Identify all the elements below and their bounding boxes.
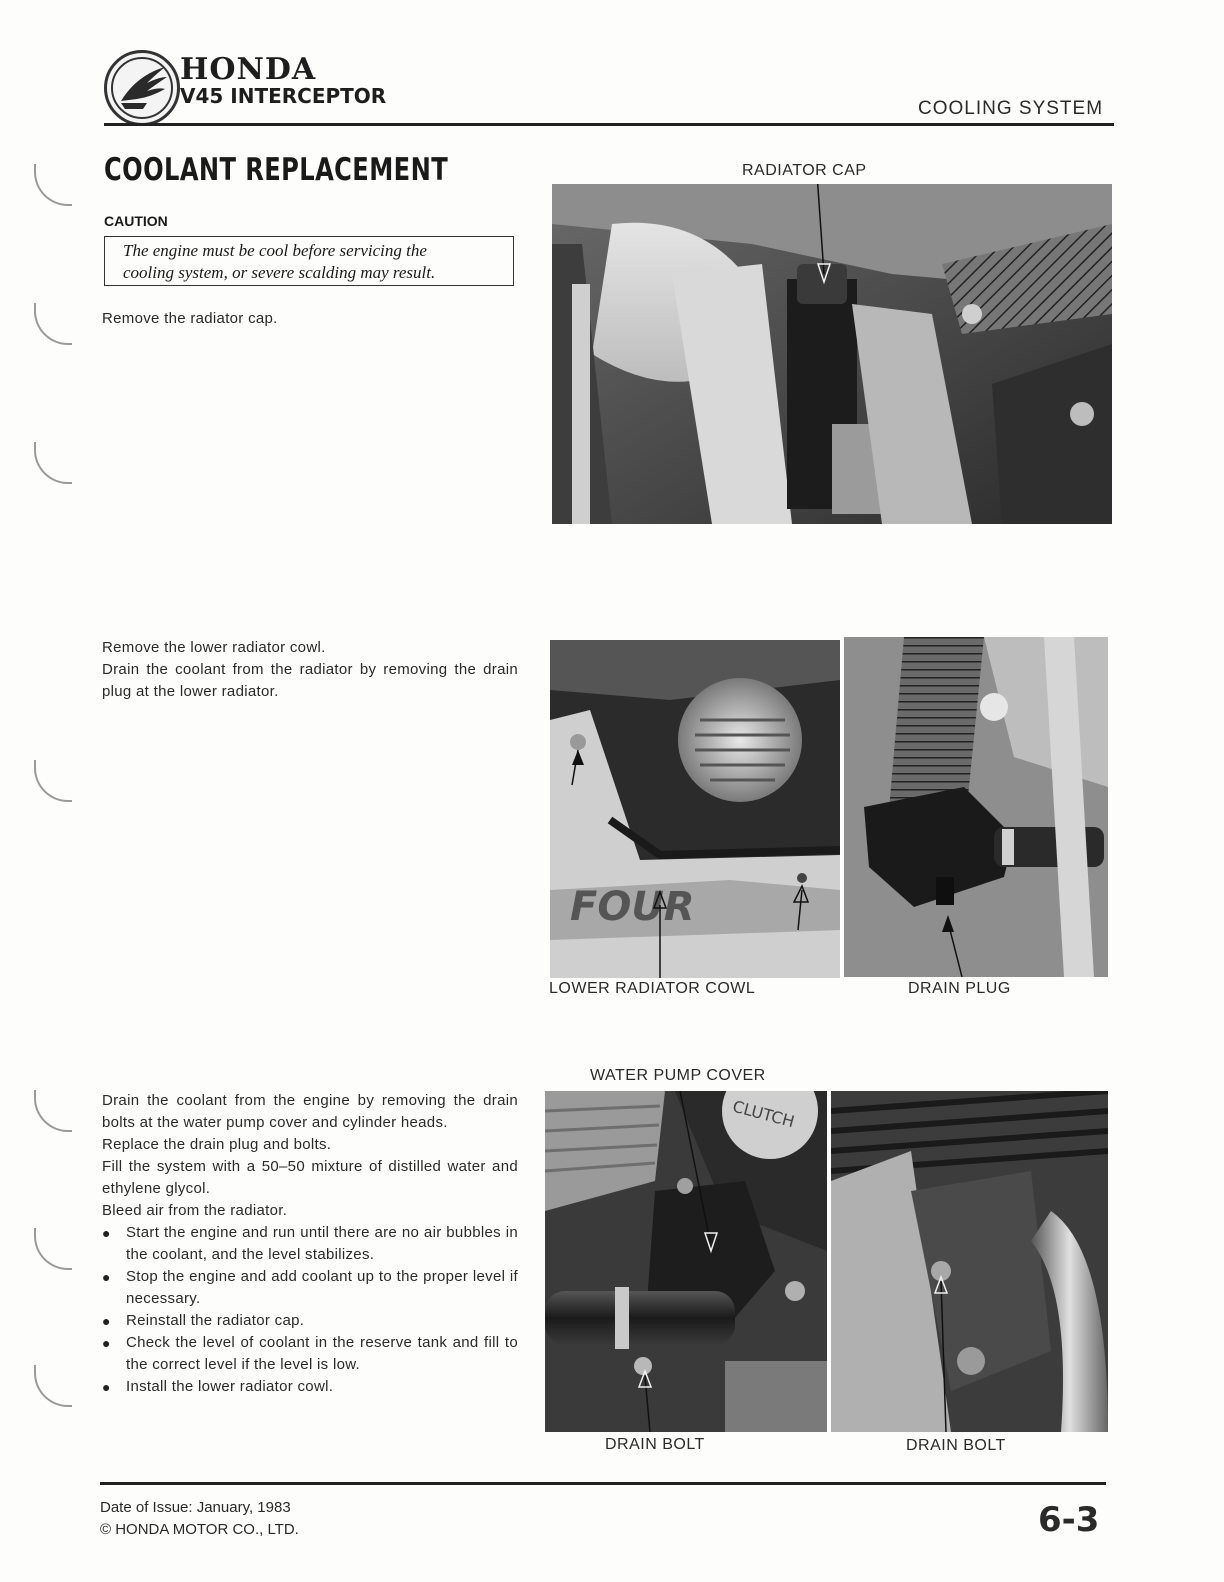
drain-plug-callout: DRAIN PLUG: [908, 980, 1011, 997]
step3-text: [102, 1090, 518, 1398]
brand-name: HONDA: [180, 52, 317, 87]
water-pump-cover-callout: WATER PUMP COVER: [590, 1067, 766, 1084]
svg-text:FOUR: FOUR: [570, 884, 695, 930]
binder-hole: [34, 1228, 72, 1270]
honda-wing-logo-icon: [104, 50, 180, 126]
lower-cowl-photo: [550, 640, 840, 978]
caution-text-line1: The engine must be cool before servicing the: [123, 241, 427, 260]
step3-para1: Drain the coolant from the engine by removing the drain bolts at the water pump cover and cylinder heads.: [102, 1092, 518, 1131]
list-item: ● Start the engine and run until there are no air bubbles in the coolant, and the level stabilizes.: [102, 1222, 518, 1266]
footer-info: [100, 1497, 299, 1541]
caution-box: [104, 236, 514, 286]
radiator-cap-photo: [552, 184, 1112, 524]
step1-text: Remove the radiator cap.: [102, 310, 278, 327]
step2-text: [102, 637, 518, 703]
copyright: © HONDA MOTOR CO., LTD.: [100, 1521, 299, 1538]
issue-date: Date of Issue: January, 1983: [100, 1499, 291, 1516]
drain-bolt-callout-left: DRAIN BOLT: [605, 1436, 705, 1453]
lower-radiator-cowl-callout: LOWER RADIATOR COWL: [549, 980, 756, 997]
page-number: 6-3: [1038, 1500, 1100, 1540]
drain-bolt-callout-right: DRAIN BOLT: [906, 1437, 1006, 1454]
caution-text-line2: cooling system, or severe scalding may result.: [123, 263, 436, 282]
caution-label: CAUTION: [104, 213, 168, 229]
binder-hole: [34, 442, 72, 484]
section-title: COOLING SYSTEM: [918, 98, 1104, 119]
binder-hole: [34, 303, 72, 345]
svg-text:CLUTCH: CLUTCH: [730, 1096, 797, 1132]
drain-plug-photo: [844, 637, 1108, 977]
cylinder-head-photo: [831, 1091, 1108, 1432]
radiator-cap-callout: RADIATOR CAP: [742, 162, 867, 179]
step3-para4: Bleed air from the radiator.: [102, 1202, 288, 1219]
bleed-steps-list: [102, 1222, 518, 1398]
list-item: ● Check the level of coolant in the reserve tank and fill to the correct level if the level is low.: [102, 1332, 518, 1376]
binder-hole: [34, 1365, 72, 1407]
binder-hole: [34, 164, 72, 206]
step3-para3: Fill the system with a 50–50 mixture of distilled water and ethylene glycol.: [102, 1158, 518, 1197]
water-pump-photo: [545, 1091, 827, 1432]
binder-hole: [34, 1090, 72, 1132]
step2-line2: Drain the coolant from the radiator by removing the drain plug at the lower radiator.: [102, 661, 518, 700]
list-item: ● Stop the engine and add coolant up to the proper level if necessary.: [102, 1266, 518, 1310]
step2-line1: Remove the lower radiator cowl.: [102, 639, 326, 656]
footer-divider: [100, 1482, 1106, 1485]
step3-para2: Replace the drain plug and bolts.: [102, 1136, 332, 1153]
header-divider: [104, 123, 1114, 126]
list-item: ● Install the lower radiator cowl.: [102, 1376, 518, 1398]
list-item: ● Reinstall the radiator cap.: [102, 1310, 518, 1332]
model-name: V45 INTERCEPTOR: [180, 84, 387, 108]
binder-hole: [34, 760, 72, 802]
page-title: COOLANT REPLACEMENT: [104, 152, 449, 188]
